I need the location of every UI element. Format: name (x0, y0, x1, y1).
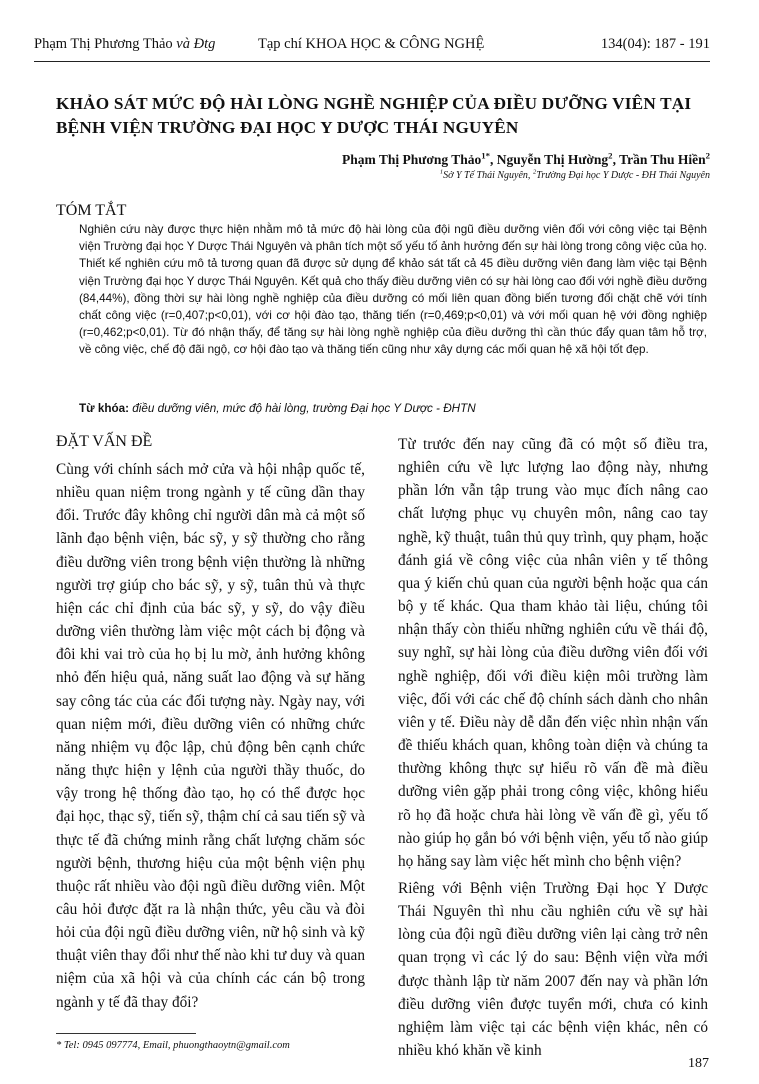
author-list: Phạm Thị Phương Thảo$^{1*}$, Nguyễn Thị Hường$^2$, Trần Thu Hiền$^2$ (342, 150, 710, 167)
affiliations: $^1$Sở Y Tế Thái Nguyên, $^2$Trường Đại học Y Dược - ĐH Thái Nguyên (439, 168, 710, 181)
header-issue-pages: 134(04): 187 - 191 (600, 36, 710, 52)
header-journal: Tạp chí KHOA HỌC & CÔNG NGHỆ (258, 36, 485, 52)
page-number: 187 (688, 1056, 709, 1071)
summary-heading: TÓM TẮT (56, 202, 127, 219)
section-heading-intro: ĐẶT VẤN ĐỀ (56, 433, 153, 450)
intro-paragraph-2: Từ trước đến nay cũng đã có một số điều tra, nghiên cứu về lực lượng lao động này, nhưng phần lớn vẫn tập trung vào mục đích nâng cao chất lượng phục vụ chuyên môn, nâng cao tay nghề, kỹ thuật, tuân thủ quy trình, quy phạm, hoặc đánh giá về công việc của nhân viên y tế thông qua ý kiến chủ quan của người bệnh hoặc qua cán bộ y tế khác. Qua tham khảo tài liệu, chúng tôi nhận thấy còn thiếu những nghiên cứu về thái độ, suy nghĩ, sự hài lòng của điều dưỡng viên đối với nghề nghiệp, đối với điều kiện môi trường làm việc, đối với các chế độ chính sách dành cho nhân viên y tế. Điều này dễ dẫn đến việc nhìn nhận vấn đề thiếu khách quan, không toàn diện và chúng ta thường không thực sự hiểu rõ vấn đề mà điều dưỡng viên gặp phải trong công việc, không hiểu rõ họ đã hoặc chưa hài lòng về vấn đề gì, yếu tố nào giúp họ gắn bó với bệnh viện, yếu tố nào giúp họ hăng say làm việc hết mình cho bệnh viện? (398, 436, 708, 870)
corresponding-author-footnote: * Tel: 0945 097774, Email, phuongthaoytn@gmail.com (56, 1040, 290, 1051)
keywords: Từ khóa: điều dưỡng viên, mức độ hài lòng, trường Đại học Y Dược - ĐHTN (79, 402, 476, 415)
intro-paragraph-3: Riêng với Bệnh viện Trường Đại học Y Dược Thái Nguyên thì nhu cầu nghiên cứu về sự hài lòng của đội ngũ điều dưỡng viên lại càng trở nên quan trọng vì các lý do sau: Bệnh viện vừa mới được thành lập từ năm 2007 đến nay và phần lớn điều dưỡng viên được tuyển mới, chưa có kinh nghiệm làm việc tại các bệnh viện khác, nên có nhiều khó khăn về kinh (398, 880, 708, 1060)
intro-paragraph-1: Cùng với chính sách mở cửa và hội nhập quốc tế, nhiều quan niệm trong ngành y tế cũng dần thay đổi. Trước đây không chỉ người dân mà cả một số lãnh đạo bệnh viện, bác sỹ, y sỹ thường cho rằng điều dưỡng viên trong bệnh viện thường là những người trợ giúp cho bác sỹ, y sỹ, tuân thủ và thực hiện các chỉ định của bác sỹ, y sỹ, do vậy điều dưỡng viên thường làm việc một cách bị động và đôi khi vai trò của họ bị lu mờ, ảnh hưởng không nhỏ đến hiệu quả, năng suất lao động và sự hăng say công tác của các đối tượng này. Ngày nay, với quan niệm mới, điều dưỡng viên có những chức năng nhiệm vụ độc lập, chủ động bên cạnh chức năng thực hiện y lệnh của người thầy thuốc, do vậy trong hệ thống đào tạo, họ có thể được học đại học, thạc sỹ, tiến sỹ, thậm chí cả sau tiến sỹ và thực tế đã chứng minh rằng chất lượng chăm sóc người bệnh, thương hiệu của một bệnh viện phụ thuộc rất nhiều vào đội ngũ điều dưỡng viên. Một câu hỏi được đặt ra là nhận thức, yêu cầu và đòi hỏi của đội ngũ điều dưỡng viên, nữ hộ sinh và kỹ thuật viên thay đổi như thế nào khi tư duy và quan niệm của xã hội và của chính các cán bộ trong ngành y tế đã thay đổi? (56, 461, 365, 1011)
header-rule (34, 61, 710, 62)
header-authors: Phạm Thị Phương Thảo và Đtg (34, 36, 216, 52)
summary-text: Nghiên cứu này được thực hiện nhằm mô tả mức độ hài lòng của đội ngũ điều dưỡng viên đối với công việc tại Bệnh viện Trường đại học Y Dược Thái Nguyên và phân tích một số yếu tố ảnh hưởng đến sự hài lòng trong công việc của họ. Thiết kế nghiên cứu mô tả tương quan đã được sử dụng để khảo sát tất cả 45 điều dưỡng viên đang làm việc tại Bệnh viện Trường đại học Y dược Thái Nguyên. Kết quả cho thấy điều dưỡng viên có sự hài lòng cao đối với nghề điều dưỡng (84,44%), đồng thời sự hài lòng nghề nghiệp của điều dưỡng có mối liên quan đồng biến tương đối chặt chẽ với tính chất công việc (r=0,407;p<0,01), với cơ hội đào tạo, thăng tiến (r=0,469;p<0,01) và với mối quan hệ với đồng nghiệp (r=0,462;p<0,01). Từ đó nhận thấy, để tăng sự hài lòng nghề nghiệp của điều dưỡng thì cần thúc đẩy quan tâm hỗ trợ, về công việc, chế độ đãi ngộ, cơ hội đào tạo và thăng tiến cũng như xây dựng các mối quan hệ xã hội tốt đẹp. (79, 223, 707, 357)
footnote-rule (56, 1033, 196, 1034)
running-header (34, 36, 710, 58)
article-title: KHẢO SÁT MỨC ĐỘ HÀI LÒNG NGHỀ NGHIỆP CỦA ĐIỀU DƯỠNG VIÊN TẠI BỆNH VIỆN TRƯỜNG ĐẠI HỌC Y DƯỢC THÁI NGUYÊN (56, 94, 692, 137)
